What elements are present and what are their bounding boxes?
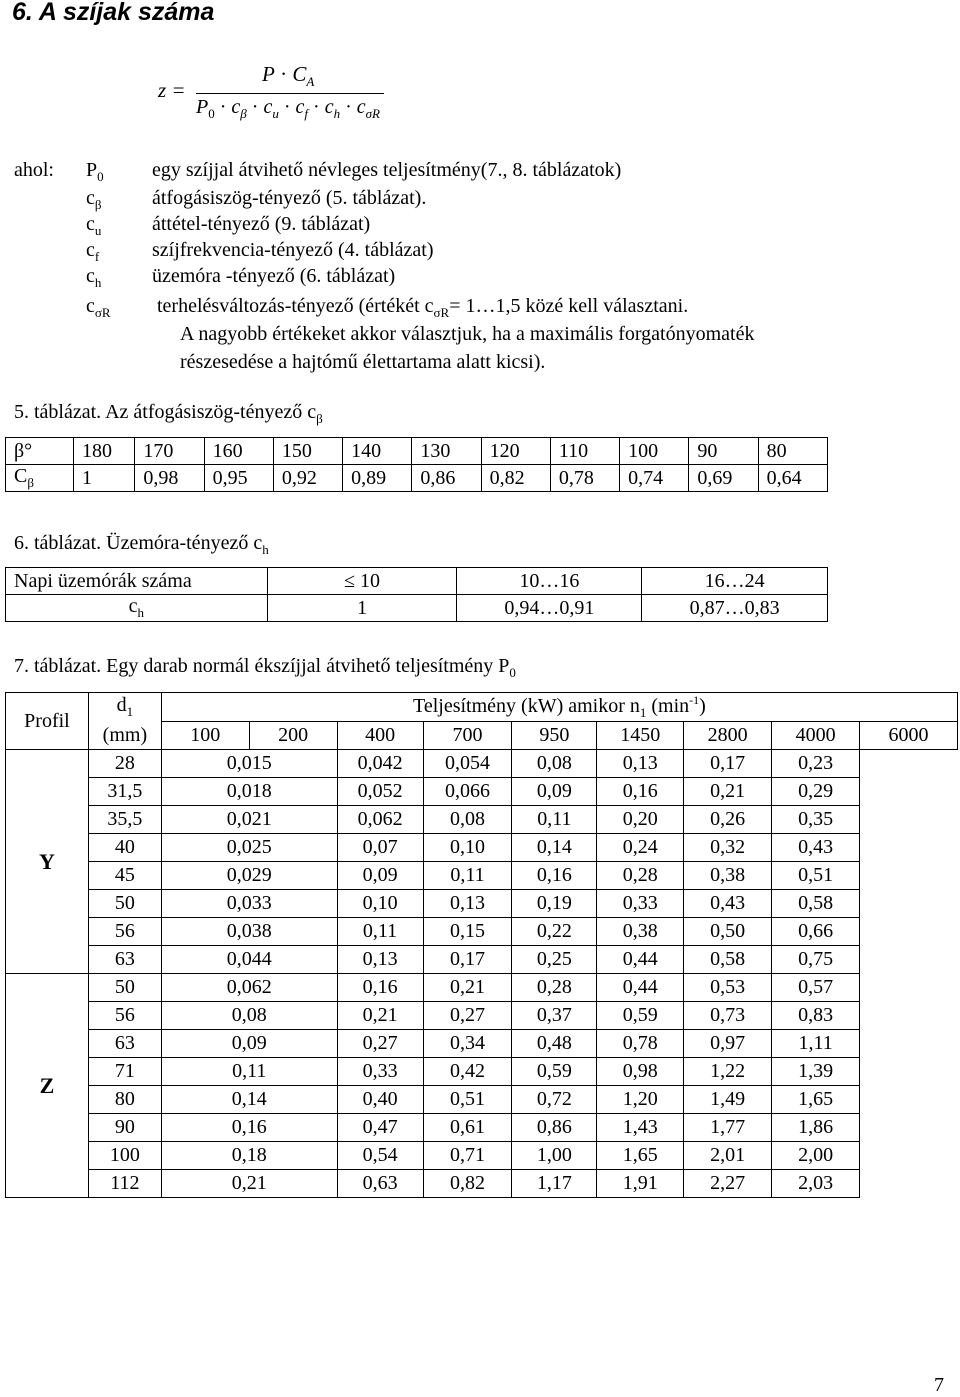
power-cell: 1,77 xyxy=(684,1114,772,1142)
power-cell: 0,018 xyxy=(161,778,337,806)
diameter-cell: 50 xyxy=(88,890,161,918)
definition-p0: egy szíjjal átvihető névleges teljesítmény(7., 8. táblázatok) xyxy=(152,159,622,181)
table-cell: 0,87…0,83 xyxy=(642,595,828,622)
power-cell: 0,97 xyxy=(684,1030,772,1058)
power-cell: 0,83 xyxy=(772,1002,860,1030)
rpm-header: 2800 xyxy=(684,722,772,750)
table-cell: 120 xyxy=(481,438,550,465)
power-cell: 1,22 xyxy=(684,1058,772,1086)
power-cell: 0,86 xyxy=(512,1114,597,1142)
power-cell: 0,021 xyxy=(161,806,337,834)
table-row xyxy=(6,465,828,492)
table-row xyxy=(6,890,958,918)
power-cell: 0,042 xyxy=(337,750,423,778)
power-cell: 0,54 xyxy=(337,1142,423,1170)
power-cell: 0,43 xyxy=(772,834,860,862)
power-header: Teljesítmény (kW) amikor $n_1$ $(\min^{-1})$ xyxy=(161,693,957,722)
power-cell: 2,01 xyxy=(684,1142,772,1170)
page-number: 7 xyxy=(934,1374,944,1396)
power-cell: 0,98 xyxy=(597,1058,684,1086)
power-cell: 0,13 xyxy=(597,750,684,778)
table-cell: 160 xyxy=(204,438,273,465)
power-cell: 1,49 xyxy=(684,1086,772,1114)
power-cell: 0,16 xyxy=(512,862,597,890)
table-cell: ≤ 10 xyxy=(267,568,457,595)
definition-cf: szíjfrekvencia-tényező (4. táblázat) xyxy=(152,239,434,261)
rpm-header: 100 xyxy=(161,722,249,750)
diameter-cell: 40 xyxy=(88,834,161,862)
power-cell: 0,08 xyxy=(161,1002,337,1030)
table-cell: 0,74 xyxy=(620,465,689,492)
formula-lhs: z = xyxy=(158,78,186,102)
power-cell: 0,82 xyxy=(423,1170,512,1198)
power-cell: 0,51 xyxy=(772,862,860,890)
power-cell: 0,08 xyxy=(512,750,597,778)
table6-ch-header: $c_h$ xyxy=(6,595,268,622)
power-cell: 0,14 xyxy=(161,1086,337,1114)
diameter-cell: 31,5 xyxy=(88,778,161,806)
power-cell: 1,11 xyxy=(772,1030,860,1058)
power-cell: 0,75 xyxy=(772,946,860,974)
power-cell: 0,73 xyxy=(684,1002,772,1030)
rpm-header: 4000 xyxy=(772,722,860,750)
power-cell: 0,38 xyxy=(684,862,772,890)
table-cell: 130 xyxy=(412,438,481,465)
table7-caption: 7. táblázat. Egy darab normál ékszíjjal átvihető teljesítmény $P_0$ xyxy=(14,655,516,680)
power-cell: 0,07 xyxy=(337,834,423,862)
power-cell: 2,27 xyxy=(684,1170,772,1198)
rpm-header: 1450 xyxy=(597,722,684,750)
power-cell: 0,66 xyxy=(772,918,860,946)
table7 xyxy=(5,692,958,1198)
power-cell: 0,29 xyxy=(772,778,860,806)
power-cell: 0,09 xyxy=(161,1030,337,1058)
power-cell: 0,15 xyxy=(423,918,512,946)
power-cell: 0,16 xyxy=(161,1114,337,1142)
power-cell: 0,066 xyxy=(423,778,512,806)
power-cell: 0,32 xyxy=(684,834,772,862)
table-row xyxy=(6,834,958,862)
table-row xyxy=(6,778,958,806)
table-row xyxy=(6,722,958,750)
table-row xyxy=(6,693,958,722)
power-cell: 0,61 xyxy=(423,1114,512,1142)
power-cell: 0,50 xyxy=(684,918,772,946)
definition-ch: üzemóra -tényező (6. táblázat) xyxy=(152,265,396,287)
power-cell: 0,18 xyxy=(161,1142,337,1170)
power-cell: 0,13 xyxy=(423,890,512,918)
table5-caption: 5. táblázat. Az átfogásiszög-tényező $c_\beta$ xyxy=(14,401,323,426)
table-cell: 110 xyxy=(550,438,619,465)
rpm-header: 6000 xyxy=(860,722,958,750)
table-row xyxy=(6,1114,958,1142)
power-cell: 0,062 xyxy=(161,974,337,1002)
power-cell: 0,13 xyxy=(337,946,423,974)
power-cell: 0,015 xyxy=(161,750,337,778)
power-cell: 0,35 xyxy=(772,806,860,834)
power-cell: 0,08 xyxy=(423,806,512,834)
table-row xyxy=(6,1142,958,1170)
power-cell: 0,51 xyxy=(423,1086,512,1114)
diameter-cell: 45 xyxy=(88,862,161,890)
table-cell: 0,98 xyxy=(135,465,204,492)
power-cell: 0,11 xyxy=(512,806,597,834)
table-cell: 1 xyxy=(74,465,135,492)
power-cell: 0,21 xyxy=(161,1170,337,1198)
power-cell: 1,91 xyxy=(597,1170,684,1198)
table6-hours-header: Napi üzemórák száma xyxy=(6,568,268,595)
power-cell: 0,033 xyxy=(161,890,337,918)
table-cell: 100 xyxy=(620,438,689,465)
power-cell: 0,27 xyxy=(337,1030,423,1058)
power-cell: 0,28 xyxy=(512,974,597,1002)
table-cell: 150 xyxy=(273,438,342,465)
power-cell: 1,39 xyxy=(772,1058,860,1086)
rpm-header: 400 xyxy=(337,722,423,750)
power-cell: 2,03 xyxy=(772,1170,860,1198)
table-cell: 140 xyxy=(343,438,412,465)
power-cell: 1,00 xyxy=(512,1142,597,1170)
power-cell: 0,44 xyxy=(597,974,684,1002)
diameter-cell: 112 xyxy=(88,1170,161,1198)
definition-csigmar: terhelésváltozás-tényező (értékét $c_{\sigma R}=$ 1…1,5 közé kell választani. xyxy=(157,295,689,320)
power-cell: 1,17 xyxy=(512,1170,597,1198)
power-cell: 0,11 xyxy=(337,918,423,946)
power-cell: 1,43 xyxy=(597,1114,684,1142)
mm-header: (mm) xyxy=(88,722,161,750)
power-cell: 0,14 xyxy=(512,834,597,862)
power-cell: 0,40 xyxy=(337,1086,423,1114)
power-cell: 0,21 xyxy=(684,778,772,806)
power-cell: 0,47 xyxy=(337,1114,423,1142)
table-row xyxy=(6,806,958,834)
table-cell: 0,94…0,91 xyxy=(457,595,642,622)
power-cell: 0,038 xyxy=(161,918,337,946)
table-cell: 0,92 xyxy=(273,465,342,492)
symbol-cf: $c_f$ xyxy=(86,239,100,264)
table6-caption: 6. táblázat. Üzemóra-tényező $c_h$ xyxy=(14,532,269,557)
symbol-p0: $P_0$ xyxy=(86,159,104,184)
power-cell: 0,71 xyxy=(423,1142,512,1170)
power-cell: 0,38 xyxy=(597,918,684,946)
power-cell: 0,09 xyxy=(512,778,597,806)
definition-cu: áttétel-tényező (9. táblázat) xyxy=(152,213,371,235)
table-cell: 80 xyxy=(758,438,827,465)
table-cell: 0,64 xyxy=(758,465,827,492)
power-cell: 0,44 xyxy=(597,946,684,974)
power-cell: 0,20 xyxy=(597,806,684,834)
table-cell: 0,82 xyxy=(481,465,550,492)
rpm-header: 200 xyxy=(249,722,337,750)
power-cell: 0,72 xyxy=(512,1086,597,1114)
table-row xyxy=(6,568,828,595)
power-cell: 0,10 xyxy=(423,834,512,862)
table-cell: 0,78 xyxy=(550,465,619,492)
power-cell: 0,34 xyxy=(423,1030,512,1058)
section-heading: 6. A szíjak száma xyxy=(12,0,215,26)
power-cell: 0,11 xyxy=(161,1058,337,1086)
table-cell: 0,69 xyxy=(689,465,758,492)
diameter-cell: 90 xyxy=(88,1114,161,1142)
symbol-cu: $c_u$ xyxy=(86,213,102,238)
formula-denominator: $P_0 \cdot c_\beta \cdot c_u \cdot c_f \cdot c_h \cdot c_{\sigma R}$ xyxy=(196,96,380,121)
power-cell: 0,59 xyxy=(597,1002,684,1030)
definition-cbeta: átfogásiszög-tényező (5. táblázat). xyxy=(152,187,427,209)
table-cell: 0,95 xyxy=(204,465,273,492)
power-cell: 0,43 xyxy=(684,890,772,918)
power-cell: 0,16 xyxy=(337,974,423,1002)
table-cell: 170 xyxy=(135,438,204,465)
power-cell: 0,21 xyxy=(423,974,512,1002)
power-cell: 0,57 xyxy=(772,974,860,1002)
power-cell: 0,33 xyxy=(337,1058,423,1086)
profil-label: Y xyxy=(6,750,89,974)
power-cell: 0,58 xyxy=(684,946,772,974)
power-cell: 2,00 xyxy=(772,1142,860,1170)
fraction-line xyxy=(196,93,384,94)
diameter-cell: 35,5 xyxy=(88,806,161,834)
power-cell: 0,58 xyxy=(772,890,860,918)
table-row xyxy=(6,974,958,1002)
table-cell: 0,89 xyxy=(343,465,412,492)
table5 xyxy=(5,437,828,492)
power-cell: 0,33 xyxy=(597,890,684,918)
power-cell: 0,21 xyxy=(337,1002,423,1030)
table-cell: 0,86 xyxy=(412,465,481,492)
power-cell: 0,09 xyxy=(337,862,423,890)
table-row xyxy=(6,438,828,465)
table-row xyxy=(6,862,958,890)
table-row xyxy=(6,1086,958,1114)
diameter-cell: 28 xyxy=(88,750,161,778)
power-cell: 0,044 xyxy=(161,946,337,974)
power-cell: 0,23 xyxy=(772,750,860,778)
diameter-cell: 50 xyxy=(88,974,161,1002)
power-cell: 0,17 xyxy=(684,750,772,778)
table-row xyxy=(6,1002,958,1030)
table-cell: 10…16 xyxy=(457,568,642,595)
power-cell: 0,42 xyxy=(423,1058,512,1086)
definitions-intro: ahol: xyxy=(14,159,54,181)
power-cell: 1,86 xyxy=(772,1114,860,1142)
power-cell: 0,59 xyxy=(512,1058,597,1086)
table-row xyxy=(6,1030,958,1058)
power-cell: 0,28 xyxy=(597,862,684,890)
table6 xyxy=(5,567,828,622)
table-row xyxy=(6,750,958,778)
rpm-header: 700 xyxy=(423,722,512,750)
diameter-cell: 63 xyxy=(88,946,161,974)
formula-numerator: $P \cdot C_A$ xyxy=(262,62,315,89)
power-cell: 0,062 xyxy=(337,806,423,834)
table-cell: 16…24 xyxy=(642,568,828,595)
table-row xyxy=(6,1170,958,1198)
power-cell: 0,052 xyxy=(337,778,423,806)
table-cell: 180 xyxy=(74,438,135,465)
definition-continuation-1: A nagyobb értékeket akkor választjuk, ha a maximális forgatónyomaték xyxy=(180,323,755,345)
d1-header: $d_1$ xyxy=(88,693,161,722)
rpm-header: 950 xyxy=(512,722,597,750)
definition-continuation-2: részesedése a hajtómű élettartama alatt kicsi). xyxy=(180,351,546,373)
power-cell: 0,17 xyxy=(423,946,512,974)
table-row xyxy=(6,946,958,974)
diameter-cell: 80 xyxy=(88,1086,161,1114)
diameter-cell: 63 xyxy=(88,1030,161,1058)
symbol-cbeta: $c_\beta$ xyxy=(86,187,102,212)
power-cell: 0,22 xyxy=(512,918,597,946)
power-cell: 0,054 xyxy=(423,750,512,778)
table-cell: 90 xyxy=(689,438,758,465)
profil-header: Profil xyxy=(6,693,89,750)
power-cell: 0,48 xyxy=(512,1030,597,1058)
power-cell: 0,25 xyxy=(512,946,597,974)
power-cell: 0,53 xyxy=(684,974,772,1002)
power-cell: 1,65 xyxy=(772,1086,860,1114)
symbol-csigmar: $c_{\sigma R}$ xyxy=(86,295,111,320)
table-row xyxy=(6,918,958,946)
table-cell: 1 xyxy=(267,595,457,622)
table5-beta-header: β° xyxy=(6,438,74,465)
diameter-cell: 71 xyxy=(88,1058,161,1086)
profil-label: Z xyxy=(6,974,89,1198)
diameter-cell: 100 xyxy=(88,1142,161,1170)
power-cell: 0,16 xyxy=(597,778,684,806)
power-cell: 1,20 xyxy=(597,1086,684,1114)
power-cell: 0,029 xyxy=(161,862,337,890)
table5-cbeta-header: $C_\beta$ xyxy=(6,465,74,492)
power-cell: 0,26 xyxy=(684,806,772,834)
power-cell: 0,78 xyxy=(597,1030,684,1058)
power-cell: 1,65 xyxy=(597,1142,684,1170)
power-cell: 0,63 xyxy=(337,1170,423,1198)
table-row xyxy=(6,1058,958,1086)
power-cell: 0,11 xyxy=(423,862,512,890)
power-cell: 0,37 xyxy=(512,1002,597,1030)
power-cell: 0,10 xyxy=(337,890,423,918)
power-cell: 0,19 xyxy=(512,890,597,918)
table-row xyxy=(6,595,828,622)
symbol-ch: $c_h$ xyxy=(86,265,102,290)
diameter-cell: 56 xyxy=(88,918,161,946)
power-cell: 0,025 xyxy=(161,834,337,862)
diameter-cell: 56 xyxy=(88,1002,161,1030)
power-cell: 0,27 xyxy=(423,1002,512,1030)
power-cell: 0,24 xyxy=(597,834,684,862)
